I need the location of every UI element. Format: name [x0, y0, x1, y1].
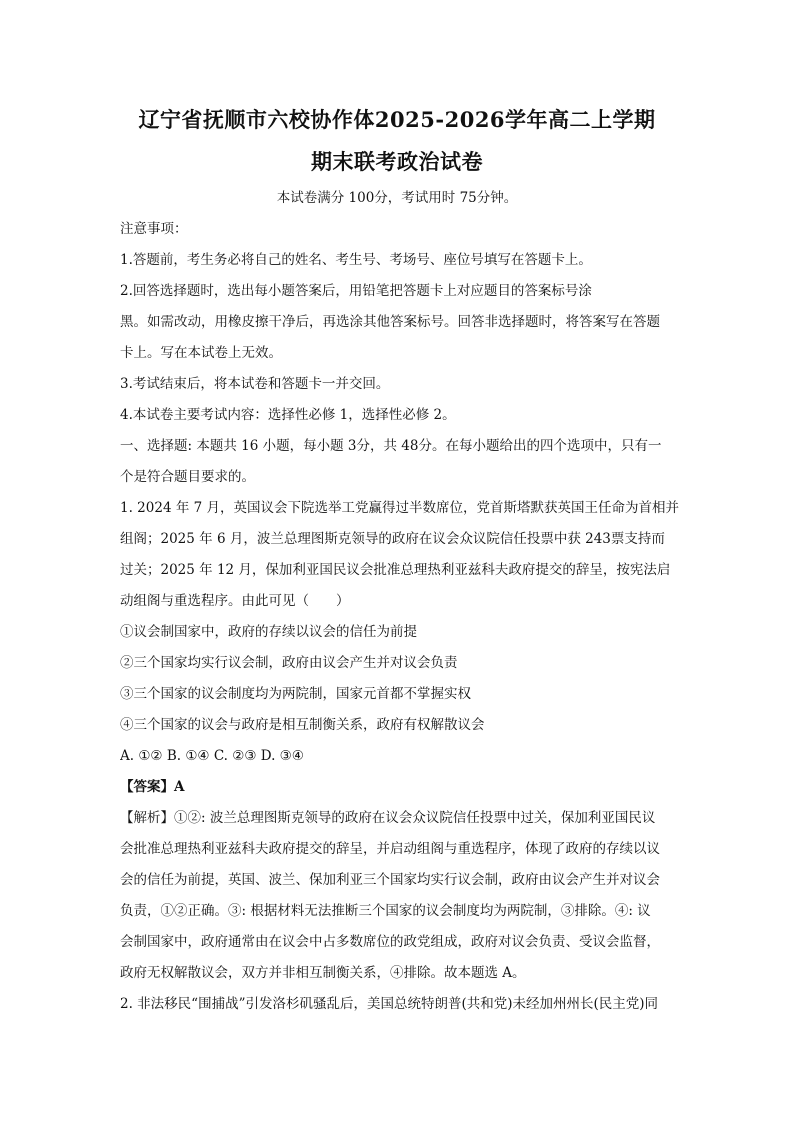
notice-item-4: 4.本试卷主要考试内容：选择性必修 1，选择性必修 2。	[120, 407, 456, 423]
question-1-analysis: 负责，①②正确。③: 根据材料无法推断三个国家的议会制度均为两院制，③排除。④: 议	[120, 903, 651, 919]
notice-item-2: 2.回答选择题时，选出每小题答案后，用铅笔把答题卡上对应题目的答案标号涂	[120, 283, 592, 299]
notice-item-1: 1.答题前，考生务必将自己的姓名、考生号、考场号、座位号填写在答题卡上。	[120, 252, 592, 268]
question-1-statement-3: ③三个国家的议会制度均为两院制，国家元首都不掌握实权	[120, 686, 471, 702]
question-1-analysis: 政府无权解散议会，双方并非相互制衡关系，④排除。故本题选 A。	[120, 965, 526, 981]
question-1-analysis: 会批准总理热利亚兹科夫政府提交的辞呈，并启动组阁与重选程序，体现了政府的存续以议	[120, 841, 660, 857]
question-1-statement-4: ④三个国家的议会与政府是相互制衡关系，政府有权解散议会	[120, 717, 485, 733]
question-1-statement-1: ①议会制国家中，政府的存续以议会的信任为前提	[120, 624, 417, 640]
notice-item-2-cont: 黑。如需改动，用橡皮擦干净后，再选涂其他答案标号。回答非选择题时，将答案写在答题	[120, 314, 660, 330]
notice-heading: 注意事项：	[120, 221, 188, 237]
question-1-answer: 【答案】A	[120, 779, 185, 795]
question-1-stem: 组阁；2025 年 6 月，波兰总理图斯克领导的政府在议会众议院信任投票中获 243票支持而	[120, 531, 665, 547]
question-1-stem: 1. 2024 年 7 月，英国议会下院选举工党赢得过半数席位，党首斯塔默获英国王任命为首相并	[120, 500, 679, 516]
notice-item-3: 3.考试结束后，将本试卷和答题卡一并交回。	[120, 376, 390, 392]
question-1-analysis: 会的信任为前提，英国、波兰、保加利亚三个国家均实行议会制，政府由议会产生并对议会	[120, 872, 660, 888]
section-heading-cont: 个是符合题目要求的。	[120, 469, 255, 485]
question-1-stem: 过关；2025 年 12 月，保加利亚国民议会批准总理热利亚兹科夫政府提交的辞呈，按宪法启	[120, 562, 671, 578]
question-2-stem: 2. 非法移民“围捕战”引发洛杉矶骚乱后，美国总统特朗普(共和党)未经加州州长(民主党)同	[120, 996, 659, 1012]
notice-item-2-cont: 卡上。写在本试卷上无效。	[120, 345, 282, 361]
page-subtitle-title: 期末联考政治试卷	[311, 149, 483, 174]
question-1-options: A. ①② B. ①④ C. ②③ D. ③④	[120, 748, 304, 764]
question-1-analysis: 【解析】①②: 波兰总理图斯克领导的政府在议会众议院信任投票中过关，保加利亚国民议	[120, 810, 656, 826]
section-heading: 一、选择题: 本题共 16 小题，每小题 3分，共 48分。在每小题给出的四个选项中，只有一	[120, 438, 662, 454]
question-1-statement-2: ②三个国家均实行议会制，政府由议会产生并对议会负责	[120, 655, 458, 671]
question-1-stem: 动组阁与重选程序。由此可见（ ）	[120, 593, 350, 609]
question-1-analysis: 会制国家中，政府通常由在议会中占多数席位的政党组成，政府对议会负责、受议会监督，	[120, 934, 660, 950]
exam-info: 本试卷满分 100分，考试用时 75分钟。	[276, 190, 518, 206]
exam-body	[120, 214, 700, 1020]
page-title: 辽宁省抚顺市六校协作体2025-2026学年高二上学期	[138, 107, 656, 132]
